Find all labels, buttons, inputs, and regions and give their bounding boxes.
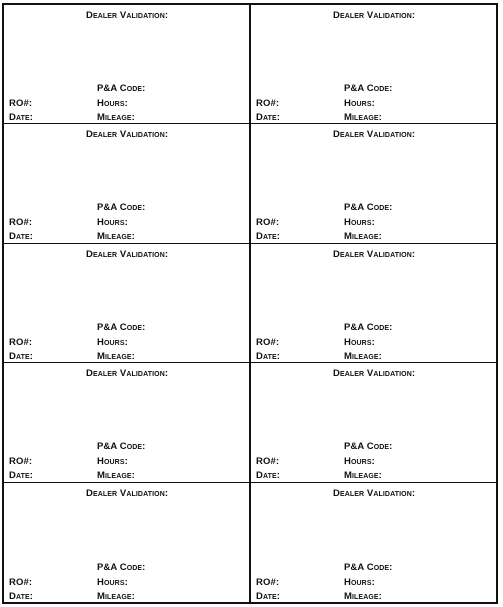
date-label: Date: bbox=[9, 231, 34, 243]
validation-card-8 bbox=[250, 363, 496, 482]
mileage-label: Mileage: bbox=[344, 231, 382, 243]
pa-code-label: P&A Code: bbox=[97, 441, 146, 453]
ro-number-label: RO#: bbox=[256, 576, 280, 588]
mileage-label: Mileage: bbox=[344, 590, 382, 602]
dealer-validation-label: Dealer Validation: bbox=[333, 10, 416, 21]
hours-label: Hours: bbox=[97, 456, 128, 468]
ro-number-label: RO#: bbox=[256, 97, 280, 109]
ro-number-label: RO#: bbox=[256, 336, 280, 348]
date-label: Date: bbox=[9, 470, 34, 482]
hours-label: Hours: bbox=[97, 217, 128, 229]
hours-label: Hours: bbox=[97, 336, 128, 348]
hours-label: Hours: bbox=[344, 217, 375, 229]
mileage-label: Mileage: bbox=[97, 111, 135, 123]
ro-number-label: RO#: bbox=[256, 217, 280, 229]
validation-sheet bbox=[2, 3, 498, 604]
hours-label: Hours: bbox=[97, 576, 128, 588]
dealer-validation-label: Dealer Validation: bbox=[333, 368, 416, 380]
pa-code-label: P&A Code: bbox=[97, 82, 146, 94]
ro-number-label: RO#: bbox=[9, 97, 33, 109]
dealer-validation-label: Dealer Validation: bbox=[333, 487, 416, 499]
mileage-label: Mileage: bbox=[344, 350, 382, 362]
mileage-label: Mileage: bbox=[97, 231, 135, 243]
dealer-validation-label: Dealer Validation: bbox=[86, 487, 169, 499]
mileage-label: Mileage: bbox=[97, 590, 135, 602]
hours-label: Hours: bbox=[97, 97, 128, 109]
validation-card-6 bbox=[250, 244, 496, 363]
validation-card-9 bbox=[4, 483, 250, 602]
mileage-label: Mileage: bbox=[97, 350, 135, 362]
dealer-validation-label: Dealer Validation: bbox=[86, 10, 169, 21]
date-label: Date: bbox=[256, 350, 281, 362]
date-label: Date: bbox=[256, 470, 281, 482]
date-label: Date: bbox=[256, 111, 281, 123]
date-label: Date: bbox=[9, 111, 34, 123]
ro-number-label: RO#: bbox=[256, 456, 280, 468]
pa-code-label: P&A Code: bbox=[344, 441, 393, 453]
date-label: Date: bbox=[256, 590, 281, 602]
validation-card-4 bbox=[250, 124, 496, 243]
ro-number-label: RO#: bbox=[9, 456, 33, 468]
date-label: Date: bbox=[256, 231, 281, 243]
validation-card-1 bbox=[4, 5, 250, 124]
date-label: Date: bbox=[9, 350, 34, 362]
dealer-validation-label: Dealer Validation: bbox=[86, 248, 169, 260]
pa-code-label: P&A Code: bbox=[97, 561, 146, 573]
mileage-label: Mileage: bbox=[344, 470, 382, 482]
validation-card-2 bbox=[250, 5, 496, 124]
mileage-label: Mileage: bbox=[344, 111, 382, 123]
pa-code-label: P&A Code: bbox=[97, 321, 146, 333]
dealer-validation-label: Dealer Validation: bbox=[333, 129, 416, 141]
ro-number-label: RO#: bbox=[9, 217, 33, 229]
pa-code-label: P&A Code: bbox=[344, 82, 393, 94]
validation-card-7 bbox=[4, 363, 250, 482]
validation-card-10 bbox=[250, 483, 496, 602]
dealer-validation-label: Dealer Validation: bbox=[86, 129, 169, 141]
validation-card-3 bbox=[4, 124, 250, 243]
pa-code-label: P&A Code: bbox=[344, 202, 393, 214]
pa-code-label: P&A Code: bbox=[97, 202, 146, 214]
ro-number-label: RO#: bbox=[9, 576, 33, 588]
hours-label: Hours: bbox=[344, 336, 375, 348]
hours-label: Hours: bbox=[344, 456, 375, 468]
dealer-validation-label: Dealer Validation: bbox=[333, 248, 416, 260]
pa-code-label: P&A Code: bbox=[344, 561, 393, 573]
hours-label: Hours: bbox=[344, 97, 375, 109]
pa-code-label: P&A Code: bbox=[344, 321, 393, 333]
mileage-label: Mileage: bbox=[97, 470, 135, 482]
validation-card-5 bbox=[4, 244, 250, 363]
hours-label: Hours: bbox=[344, 576, 375, 588]
dealer-validation-label: Dealer Validation: bbox=[86, 368, 169, 380]
ro-number-label: RO#: bbox=[9, 336, 33, 348]
date-label: Date: bbox=[9, 590, 34, 602]
